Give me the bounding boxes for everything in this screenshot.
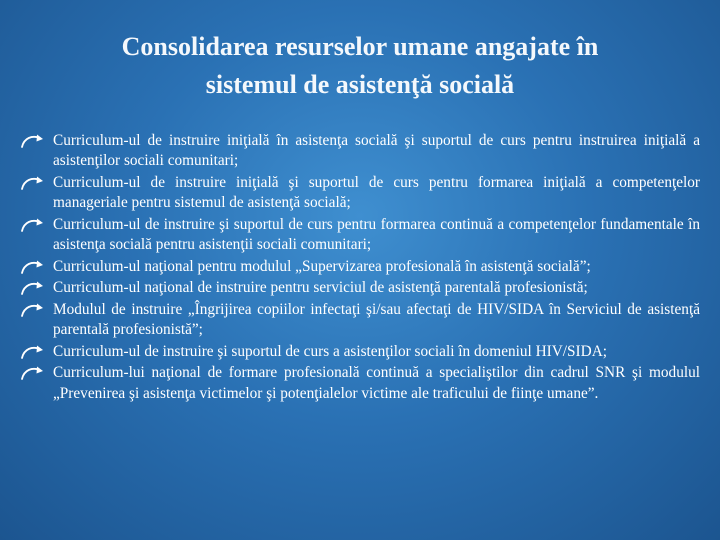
list-item-text: Curriculum-lui naţional de formare profesională continuă a specialiştilor din cadrul SNR şi modulul „Prevenirea şi asistenţa victimelor şi potenţialelor victime ale traficului de fiinţe umane”.: [53, 364, 700, 402]
list-item: [18, 363, 700, 404]
list-item-text: Curriculum-ul naţional de instruire pentru serviciul de asistenţă parentală profesionistă;: [53, 279, 588, 297]
list-item-text: Curriculum-ul de instruire iniţială şi suportul de curs pentru formarea iniţială a competenţelor manageriale pentru sistemul de asistenţă socială;: [53, 173, 700, 212]
list-item: [18, 173, 700, 214]
list-item: [18, 257, 700, 277]
curved-arrow-bullet-icon: [19, 132, 47, 150]
curved-arrow-bullet-icon: [19, 279, 47, 297]
bullet-list: [18, 131, 700, 405]
list-item-text: Curriculum-ul naţional pentru modulul „Supervizarea profesională în asistenţă socială”;: [53, 257, 591, 275]
curved-arrow-bullet-icon: [19, 216, 47, 234]
list-item-text: Curriculum-ul de instruire şi suportul de curs pentru formarea continuă a competenţelor fundamentale în asistenţa socială pentru asistenţii sociali comunitari;: [53, 215, 700, 254]
curved-arrow-bullet-icon: [19, 301, 47, 319]
list-item: [18, 342, 700, 362]
list-item: [18, 278, 700, 298]
curved-arrow-bullet-icon: [19, 343, 47, 361]
list-item-text: Curriculum-ul de instruire şi suportul de curs a asistenţilor sociali în domeniul HIV/SIDA;: [53, 342, 607, 360]
list-item: [18, 215, 700, 256]
list-item-text: Modulul de instruire „Îngrijirea copiilor infectaţi şi/sau afectaţi de HIV/SIDA în Serviciul de asistenţă parentală profesionistă”;: [53, 300, 700, 339]
list-item: [18, 131, 700, 172]
slide-title: [40, 28, 680, 104]
curved-arrow-bullet-icon: [19, 174, 47, 192]
slide-title-line-2: sistemul de asistenţă socială: [205, 70, 515, 99]
list-item: [18, 300, 700, 341]
curved-arrow-bullet-icon: [19, 258, 47, 276]
list-item-text: Curriculum-ul de instruire iniţială în asistenţa socială şi suportul de curs pentru instruirea iniţială a asistenţilor sociali comunitari;: [53, 132, 700, 170]
curved-arrow-bullet-icon: [19, 364, 47, 382]
slide-title-line-1: Consolidarea resurselor umane angajate în: [121, 32, 599, 61]
